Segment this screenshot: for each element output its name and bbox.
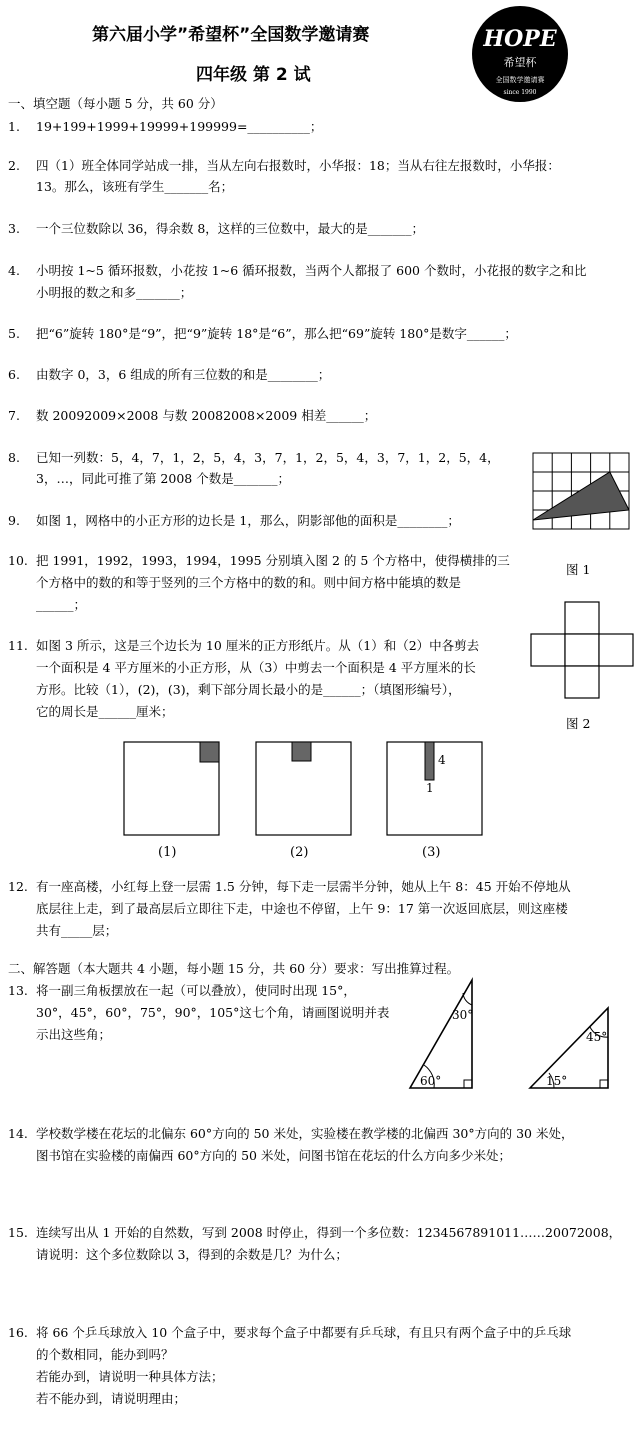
q11-text-line2: 一个面积是 4 平方厘米的小正方形，从（3）中剪去一个面积是 4 平方厘米的长 [36, 660, 476, 675]
logo-text: HOPE [483, 26, 557, 52]
q7-number: 7. [8, 408, 20, 423]
q4-text-line2: 小明报的数之和多_______； [36, 285, 193, 300]
q13-text-line2: 30°，45°，60°，75°，90°，105°这七个角，请画图说明并表 [36, 1005, 390, 1020]
figure-1-grid [532, 452, 632, 532]
q5-text: 把“6”旋转 180°是“9”，把“9”旋转 18°是“6”，那么把“69”旋转 180°是数字______； [36, 326, 517, 341]
section-1-heading: 一、填空题（每小题 5 分，共 60 分） [8, 96, 223, 111]
q10-number: 10. [8, 553, 28, 568]
q10-text-line2: 个方格中的数的和等于竖列的三个方格中的数的和。则中间方格中能填的数是 [36, 575, 462, 590]
q1-number: 1. [8, 119, 20, 134]
q12-number: 12. [8, 879, 28, 894]
q4-text-line1: 小明按 1~5 循环报数，小花按 1~6 循环报数，当两个人都报了 600 个数时，小花报的数字之和比 [36, 263, 587, 278]
angle-60-label: 60° [420, 1074, 442, 1088]
triangle-30-60 [410, 980, 472, 1088]
q5-number: 5. [8, 326, 20, 341]
q8-text-line2: 3，…，同此可推了第 2008 个数是_______； [36, 471, 290, 486]
q12-text-line1: 有一座高楼，小红每上登一层需 1.5 分钟，每下走一层需半分钟，她从上午 8：45 开始不停地从 [36, 879, 571, 894]
cut-square-2 [292, 742, 311, 761]
q13-text-line3: 示出这些角； [36, 1027, 112, 1042]
angle-15-label: 15° [546, 1074, 568, 1088]
q1-text: 19+199+1999+19999+199999=__________； [36, 119, 323, 134]
angle-30-label: 30° [452, 1008, 474, 1022]
q16-text-line2: 的个数相同，能办到吗？ [36, 1347, 174, 1362]
exam-subtitle: 四年级 第 2 试 [196, 65, 311, 85]
cut-rectangle-3 [425, 742, 434, 780]
q15-text-line2: 请说明：这个多位数除以 3，得到的余数是几？为什么； [36, 1247, 348, 1262]
logo-since: since 1990 [503, 89, 537, 96]
set-squares-figure [400, 975, 620, 1093]
q9-number: 9. [8, 513, 20, 528]
q16-text-line3: 若能办到，请说明一种具体方法； [36, 1369, 224, 1384]
q16-text-line1: 将 66 个乒乓球放入 10 个盒子中，要求每个盒子中都要有乒乓球，有且只有两个盒子中的乒乓球 [36, 1325, 572, 1340]
q11-text-line1: 如图 3 所示，这是三个边长为 10 厘米的正方形纸片。从（1）和（2）中各剪去 [36, 638, 480, 653]
q8-text-line1: 已知一列数：5，4，7，1，2，5，4，3，7，1，2，5，4，3，7，1，2，5，4， [36, 450, 500, 465]
q16-text-line4: 若不能办到，请说明理由； [36, 1391, 187, 1406]
fig3-label-3: (3) [422, 845, 441, 860]
q7-text: 数 20092009×2008 与数 20082008×2009 相差______； [36, 408, 377, 423]
q3-number: 3. [8, 221, 20, 236]
q16-number: 16. [8, 1325, 28, 1340]
fig3-label-2: (2) [290, 845, 309, 860]
q13-number: 13. [8, 983, 28, 998]
logo-sub1: 希望杯 [503, 56, 537, 69]
q9-text: 如图 1，网格中的小正方形的边长是 1，那么，阴影部他的面积是________； [36, 513, 460, 528]
q4-number: 4. [8, 263, 20, 278]
fig3-mark-4: 4 [438, 753, 446, 767]
figure-2-cross [530, 600, 636, 702]
q10-text-line1: 把 1991，1992，1993，1994，1995 分别填入图 2 的 5 个方格中，使得横排的三 [36, 553, 510, 568]
fig3-mark-1: 1 [426, 781, 434, 795]
q13-text-line1: 将一副三角板摆放在一起（可以叠放），使同时出现 15°， [36, 983, 356, 998]
exam-title: 第六届小学”希望杯”全国数学邀请赛 [92, 25, 370, 45]
hope-logo [470, 4, 570, 104]
q12-text-line2: 底层往上走，到了最高层后立即往下走，中途也不停留，上午 9：17 第一次返回底层，则这座楼 [36, 901, 568, 916]
q3-text: 一个三位数除以 36，得余数 8，这样的三位数中，最大的是_______； [36, 221, 425, 236]
q2-number: 2. [8, 158, 20, 173]
cut-square-1 [200, 742, 219, 762]
q10-text-line3: ______； [36, 597, 87, 612]
q11-text-line4: 它的周长是______厘米； [36, 704, 174, 719]
q12-text-line3: 共有_____层； [36, 923, 118, 938]
triangle-45 [530, 1008, 608, 1088]
figure-1-caption: 图 1 [566, 562, 591, 577]
q8-number: 8. [8, 450, 20, 465]
q11-number: 11. [8, 638, 28, 653]
q2-text-line1: 四（1）班全体同学站成一排，当从左向右报数时，小华报：18；当从右往左报数时，小华报： [36, 158, 560, 173]
q15-text-line1: 连续写出从 1 开始的自然数，写到 2008 时停止，得到一个多位数：1234567891011……20072008， [36, 1225, 622, 1240]
q11-text-line3: 方形。比较（1），(2)，(3)，剩下部分周长最小的是______；（填图形编号）， [36, 682, 461, 697]
section-2-heading: 二、解答题（本大题共 4 小题，每小题 15 分，共 60 分）要求：写出推算过程。 [8, 961, 460, 976]
q6-text: 由数字 0，3，6 组成的所有三位数的和是________； [36, 367, 331, 382]
q6-number: 6. [8, 367, 20, 382]
q14-number: 14. [8, 1126, 28, 1141]
q14-text-line2: 图书馆在实验楼的南偏西 60°方向的 50 米处，问图书馆在花坛的什么方向多少米处； [36, 1148, 511, 1163]
figure-3-squares [120, 738, 500, 863]
q15-number: 15. [8, 1225, 28, 1240]
angle-45-label: 45° [586, 1030, 608, 1044]
q14-text-line1: 学校数学楼在花坛的北偏东 60°方向的 50 米处，实验楼在教学楼的北偏西 30°方向的 30 米处， [36, 1126, 574, 1141]
logo-sub2: 全国数学邀请赛 [495, 76, 545, 84]
q2-text-line2: 13。那么，该班有学生_______名； [36, 179, 234, 194]
fig3-label-1: (1) [158, 845, 177, 860]
figure-2-caption: 图 2 [566, 716, 591, 731]
